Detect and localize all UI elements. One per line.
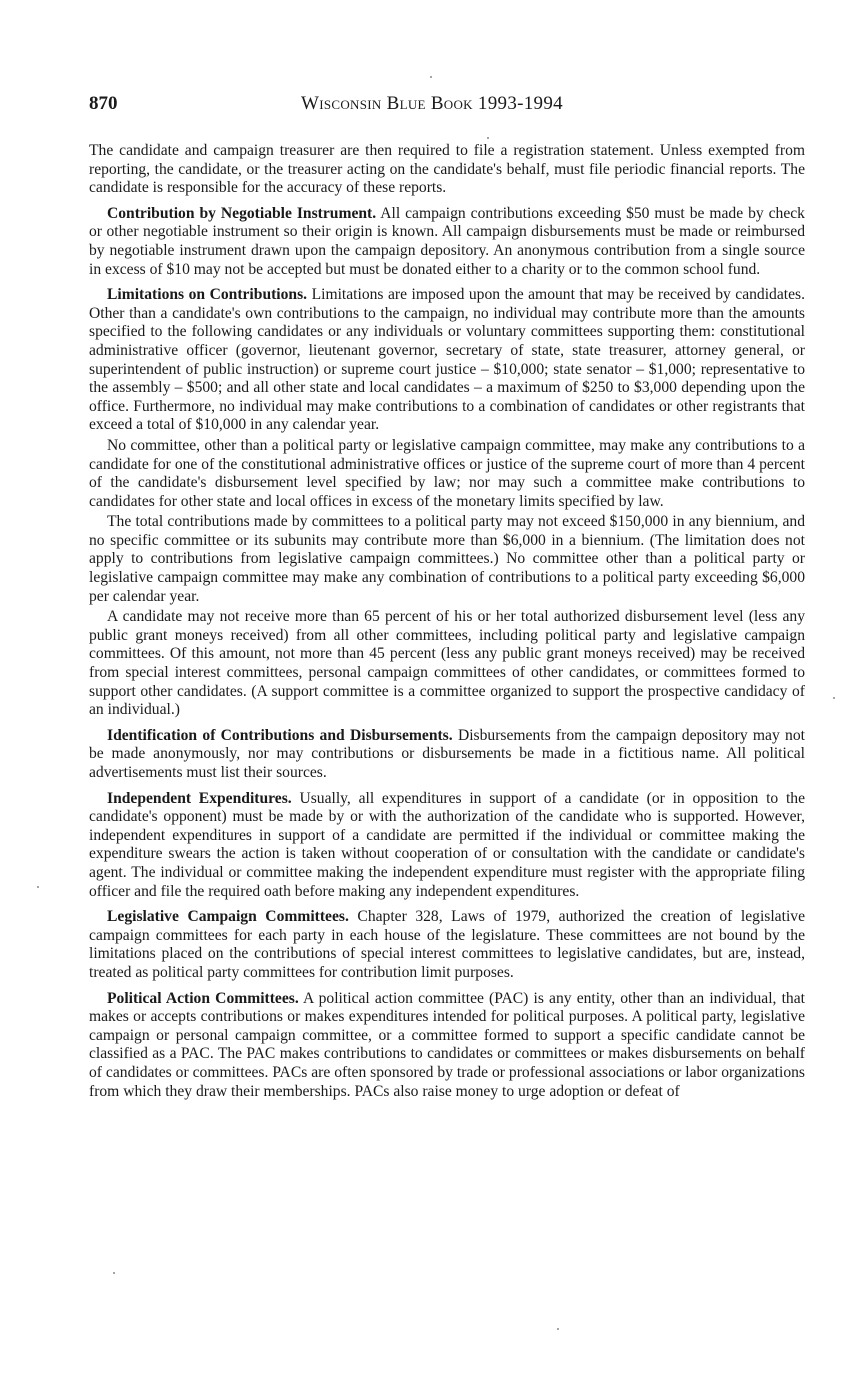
- scan-speck: [487, 137, 489, 139]
- paragraph-text: Disbursements from the campaign depository may not be made anonymously, nor may contributions or disbursements be made in a fictitious name. All political advertisements must list their sources.: [89, 726, 805, 781]
- paragraph-committee-limits: [89, 437, 805, 511]
- paragraph-text: All campaign contributions exceeding $50 must be made by check or other negotiable instrument so their origin is known. All campaign disbursements must be made or reimbursed by negotiable instrument drawn upon the campaign depository. An anonymous contribution from a single source in excess of $10 may not be accepted but must be donated either to a charity or to the common school fund.: [89, 204, 805, 278]
- scan-speck: [430, 76, 432, 78]
- paragraph-registration: [89, 142, 805, 198]
- scan-speck: [37, 886, 39, 888]
- page-content: [89, 92, 805, 1108]
- running-head: Wisconsin Blue Book 1993-1994: [301, 93, 563, 114]
- section-heading: Independent Expenditures.: [107, 789, 292, 807]
- body-text: [89, 142, 805, 1101]
- scan-speck: [113, 1272, 115, 1274]
- scan-speck: [833, 697, 835, 699]
- paragraph-candidate-receipts: [89, 608, 805, 720]
- section-heading: Limitations on Contributions.: [107, 286, 308, 304]
- paragraph-negotiable-instrument: [89, 205, 805, 279]
- paragraph-legislative-committees: [89, 908, 805, 982]
- paragraph-identification: [89, 727, 805, 783]
- paragraph-pacs: [89, 990, 805, 1102]
- paragraph-text: Chapter 328, Laws of 1979, authorized the creation of legislative campaign committees for each party in each house of the legislature. These committees are not bound by the limitations placed on the contributions of special interest committees to legislative candidates, but are, instead, treated as political party committees for contribution limit purposes.: [89, 908, 805, 981]
- section-heading: Contribution by Negotiable Instrument.: [107, 204, 377, 222]
- paragraph-text: Limitations are imposed upon the amount that may be received by candidates. Other than a candidate's own contributions to the campaign, no individual may contribute more than the amounts specified to the following candidates or any individuals or voluntary committees supporting them: constitutional administrative officer (governor, lieutenant governor, secretary of state, state treasurer, attorney general, or superintendent of public instruction) or supreme court justice – $10,000; state senator – $1,000; representative to the assembly – $500; and all other state and local candidates – a maximum of $250 to $3,000 depending upon the office. Furthermore, no individual may make contributions to a combination of candidates or other registrants that exceed a total of $10,000 in any calendar year.: [89, 286, 805, 434]
- paragraph-text: A political action committee (PAC) is any entity, other than an individual, that makes or accepts contributions or makes expenditures intended for political purposes. A political party, legislative campaign or personal campaign committee, or a committee formed to support a specific candidate cannot be classified as a PAC. The PAC makes contributions to candidates or committees or makes disbursements on behalf of candidates or committees. PACs are often sponsored by trade or professional associations or labor organizations from which they draw their memberships. PACs also raise money to urge adoption or defeat of: [89, 989, 805, 1100]
- paragraph-text: A candidate may not receive more than 65 percent of his or her total authorized disbursement level (less any public grant moneys received) from all other committees, including political party and legislative campaign committees. Of this amount, not more than 45 percent (less any public grant moneys received) may be received from special interest committees, personal campaign committees of other candidates, or committees formed to support other candidates. (A support committee is a committee organized to support the prospective candidacy of an individual.): [89, 608, 805, 719]
- scan-speck: [557, 1328, 559, 1330]
- page-number: 870: [89, 93, 118, 114]
- section-heading: Political Action Committees.: [107, 989, 299, 1007]
- paragraph-text: The candidate and campaign treasurer are then required to file a registration statement. Unless exempted from reporting, the candidate, or the treasurer acting on the candidate's behalf, must file periodic financial reports. The candidate is responsible for the accuracy of these reports.: [89, 142, 805, 197]
- paragraph-independent-expenditures: [89, 790, 805, 902]
- paragraph-party-contributions: [89, 513, 805, 606]
- page-header: [89, 92, 805, 120]
- paragraph-text: No committee, other than a political party or legislative campaign committee, may make any contributions to a candidate for one of the constitutional administrative offices or justice of the supreme court of more than 4 percent of the candidate's disbursement level specified by law; nor may such a committee make contributions to candidates for other state and local offices in excess of the monetary limits specified by law.: [89, 436, 805, 510]
- paragraph-text: Usually, all expenditures in support of a candidate (or in opposition to the candidate's opponent) must be made by or with the authorization of the candidate who is supported. However, independent expenditures in support of a candidate are permitted if the individual or committee making the expenditure swears the action is taken without cooperation of or consultation with the candidate or candidate's agent. The individual or committee making the independent expenditure must register with the appropriate filing officer and file the required oath before making any independent expenditures.: [89, 789, 805, 900]
- section-heading: Identification of Contributions and Disbursements.: [107, 726, 453, 744]
- paragraph-text: The total contributions made by committees to a political party may not exceed $150,000 in any biennium, and no specific committee or its subunits may contribute more than $6,000 in a biennium. (The limitation does not apply to contributions from legislative campaign committees.) No committee other than a political party or legislative campaign committee may make any combination of contributions to a political party exceeding $6,000 per calendar year.: [89, 513, 805, 605]
- section-heading: Legislative Campaign Committees.: [107, 908, 349, 926]
- paragraph-limitations: [89, 286, 805, 435]
